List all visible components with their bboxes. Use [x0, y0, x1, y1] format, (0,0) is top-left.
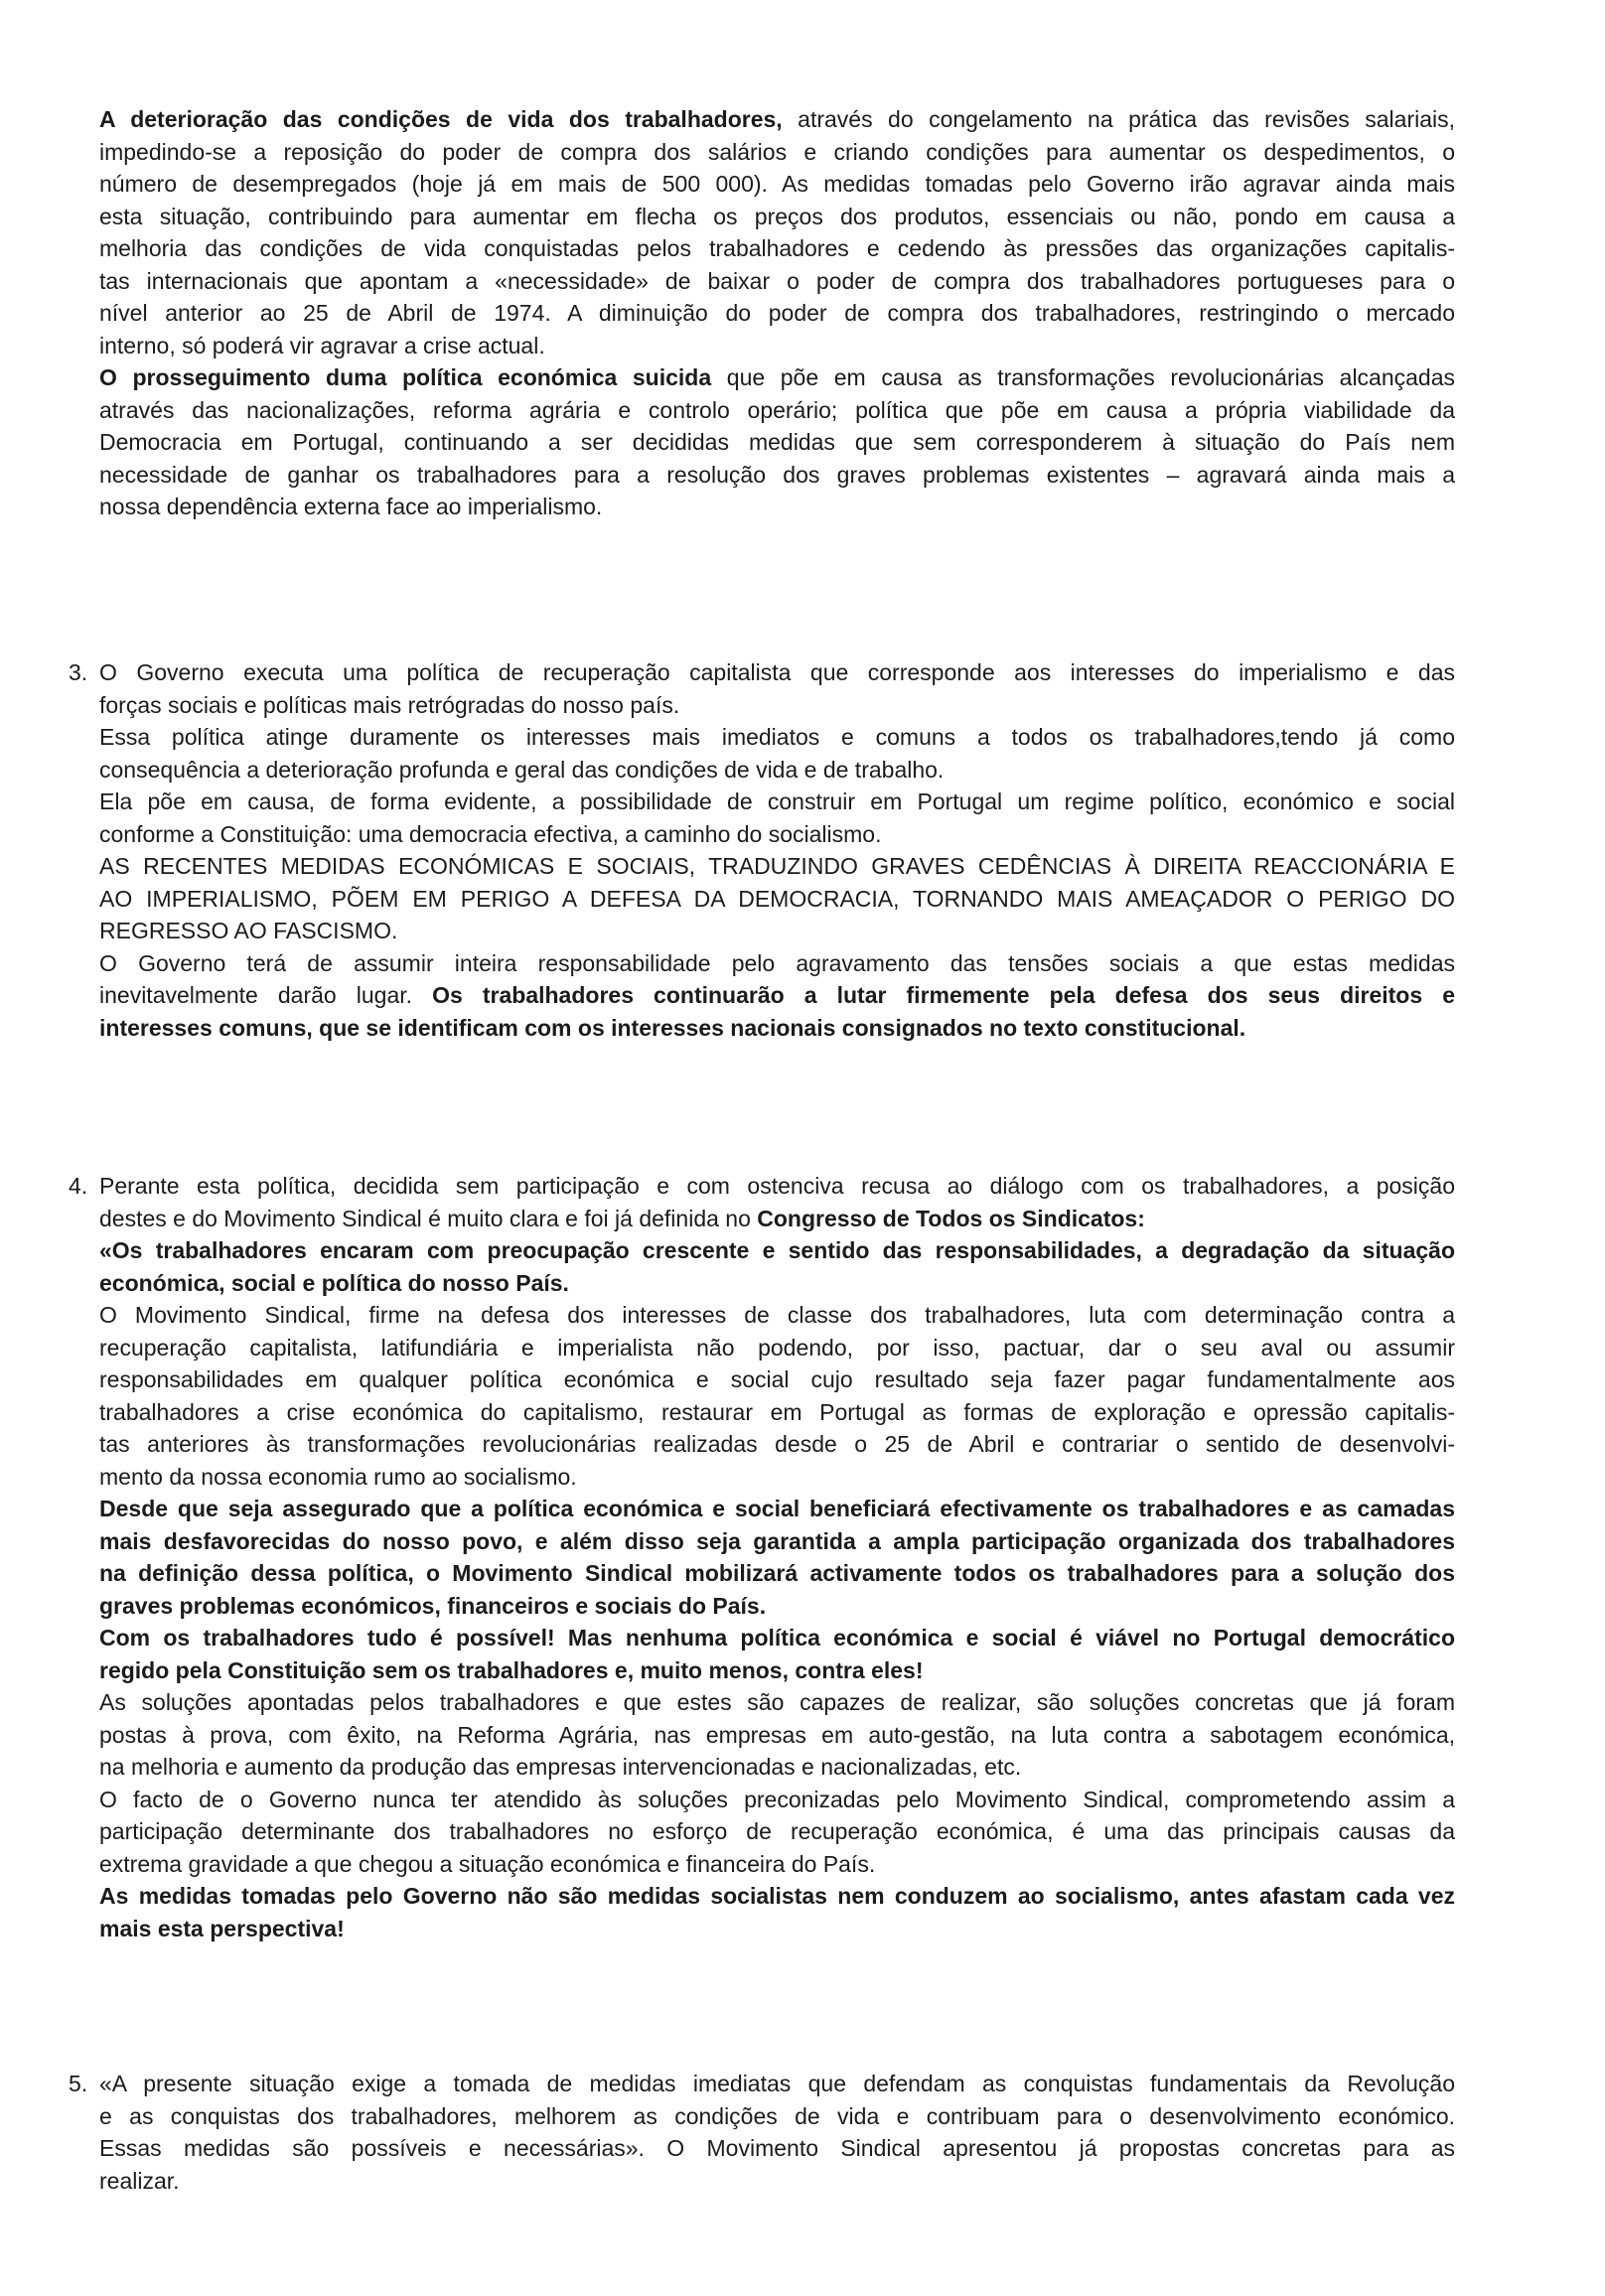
- section-number: 4.: [69, 1173, 88, 1199]
- bold-text-segment: graves problemas económicos, financeiros e sociais do País.: [99, 1592, 767, 1619]
- text-line: [99, 689, 1455, 722]
- text-line: [99, 168, 1455, 201]
- text-line: [99, 850, 1455, 883]
- text-segment: Essa política atinge duramente os interesses mais imediatos e comuns a todos os trabalhadores,tendo já como: [99, 724, 1455, 750]
- text-line: [99, 1880, 1455, 1913]
- text-line: [99, 2165, 1455, 2198]
- text-line: [99, 1461, 1455, 1494]
- text-line: [99, 1557, 1455, 1590]
- text-segment: através das nacionalizações, reforma agrária e controlo operário; política que põe em causa a própria viabilidade da: [99, 396, 1455, 423]
- bold-text-segment: O prosseguimento duma política económica suicida: [99, 364, 712, 390]
- section-4-union-position: [69, 1170, 1455, 1944]
- text-line: [99, 1848, 1455, 1881]
- text-segment: nível anterior ao 25 de Abril de 1974. A diminuição do poder de compra dos trabalhadores, restringindo o mercado: [99, 300, 1455, 326]
- text-segment: O Movimento Sindical, firme na defesa dos interesses de classe dos trabalhadores, luta com determinação contra a: [99, 1302, 1455, 1328]
- bold-text-segment: mais desfavorecidas do nosso povo, e além disso seja garantida a ampla participação organizada dos trabalhadores: [99, 1527, 1455, 1554]
- text-line: [99, 947, 1455, 980]
- text-segment: necessidade de ganhar os trabalhadores para a resolução dos graves problemas existentes – agravará ainda mais a: [99, 461, 1455, 488]
- text-segment: destes e do Movimento Sindical é muito clara e foi já definida no: [99, 1205, 758, 1231]
- text-line: [99, 136, 1455, 169]
- bold-text-segment: Os trabalhadores continuarão a lutar firmemente pela defesa dos seus direitos e: [432, 982, 1456, 1008]
- text-segment: tas anteriores às transformações revolucionárias realizadas desde o 25 de Abril e contrariar o sentido de desenvolvi-: [99, 1431, 1455, 1457]
- text-line: [99, 265, 1455, 298]
- bold-text-segment: na definição dessa política, o Movimento Sindical mobilizará activamente todos os trabalhadores para a solução dos: [99, 1560, 1455, 1586]
- text-segment: e as conquistas dos trabalhadores, melhorem as condições de vida e contribuam para o desenvolvimento económico.: [99, 2102, 1455, 2129]
- text-line: [99, 1428, 1455, 1461]
- text-line: [99, 979, 1455, 1012]
- text-line: [99, 1590, 1455, 1623]
- section-body: [99, 103, 1455, 523]
- text-segment: através do congelamento na prática das revisões salariais,: [782, 106, 1456, 132]
- bold-text-segment: A deterioração das condições de vida dos trabalhadores,: [99, 106, 783, 132]
- text-segment: interno, só poderá vir agravar a crise actual.: [99, 332, 545, 359]
- text-segment: trabalhadores a crise económica do capitalismo, restaurar em Portugal as formas de exploração e opressão capitalis-: [99, 1398, 1455, 1425]
- text-segment: forças sociais e políticas mais retrógradas do nosso país.: [99, 691, 680, 718]
- text-line: [99, 883, 1455, 916]
- text-segment: participação determinante dos trabalhadores no esforço de recuperação económica, é uma das principais causas da: [99, 1818, 1455, 1844]
- text-segment: recuperação capitalista, latifundiária e imperialista não podendo, por isso, pactuar, dar o seu aval ou assumir: [99, 1334, 1455, 1361]
- text-line: [99, 818, 1455, 851]
- text-line: [99, 1719, 1455, 1752]
- text-line: [99, 361, 1455, 394]
- text-line: [99, 1299, 1455, 1332]
- text-line: [99, 915, 1455, 947]
- text-segment: «A presente situação exige a tomada de medidas imediatas que defendam as conquistas fundamentais da Revolução: [99, 2071, 1455, 2096]
- text-line: [99, 656, 1455, 689]
- text-segment: tas internacionais que apontam a «necessidade» de baixar o poder de compra dos trabalhadores portugueses para o: [99, 267, 1455, 294]
- text-segment: As soluções apontadas pelos trabalhadores e que estes são capazes de realizar, são soluções concretas que já foram: [99, 1689, 1455, 1715]
- text-line: [99, 2068, 1455, 2100]
- text-line: [99, 2100, 1455, 2133]
- text-segment: que põe em causa as transformações revolucionárias alcançadas: [711, 364, 1456, 390]
- text-segment: Ela põe em causa, de forma evidente, a possibilidade de construir em Portugal um regime político, económico e social: [99, 789, 1455, 814]
- text-segment: na melhoria e aumento da produção das empresas intervencionadas e nacionalizadas, etc.: [99, 1754, 1022, 1780]
- text-segment: esta situação, contribuindo para aumentar em flecha os preços dos produtos, essenciais ou não, pondo em causa a: [99, 203, 1455, 229]
- text-segment: responsabilidades em qualquer política económica e social cujo resultado seja fazer pagar fundamentalmente aos: [99, 1366, 1455, 1392]
- text-line: [99, 1267, 1455, 1300]
- text-line: [99, 201, 1455, 233]
- text-segment: mento da nossa economia rumo ao socialismo.: [99, 1463, 577, 1490]
- text-line: [99, 1815, 1455, 1848]
- text-line: [99, 394, 1455, 427]
- text-segment: melhoria das condições de vida conquistadas pelos trabalhadores e cedendo às pressões das organizações capitalis-: [99, 235, 1455, 261]
- text-line: [99, 459, 1455, 492]
- text-segment: Essas medidas são possíveis e necessárias». O Movimento Sindical apresentou já propostas concretas para as: [99, 2135, 1455, 2161]
- text-line: [99, 1332, 1455, 1364]
- text-segment: Democracia em Portugal, continuando a ser decididas medidas que sem corresponderem à situação do País nem: [99, 429, 1455, 455]
- bold-text-segment: económica, social e política do nosso País.: [99, 1269, 569, 1296]
- section-body: [99, 1170, 1455, 1944]
- section-number: 3.: [69, 659, 88, 685]
- bold-text-segment: Com os trabalhadores tudo é possível! Mas nenhuma política económica e social é viável no Portugal democrático: [99, 1625, 1455, 1650]
- text-line: [99, 1525, 1455, 1558]
- section-5-immediate-measures: [69, 2068, 1455, 2197]
- section-living-conditions: [99, 103, 1455, 523]
- text-line: [99, 232, 1455, 265]
- text-line: [99, 1622, 1455, 1654]
- text-segment: O facto de o Governo nunca ter atendido às soluções preconizadas pelo Movimento Sindical, comprometendo assim a: [99, 1786, 1455, 1812]
- text-line: [99, 1751, 1455, 1784]
- text-segment: inevitavelmente darão lugar.: [99, 982, 433, 1008]
- text-line: [99, 1012, 1455, 1045]
- text-line: [99, 1686, 1455, 1719]
- text-line: [99, 786, 1455, 818]
- text-line: [99, 297, 1455, 330]
- bold-text-segment: «Os trabalhadores encaram com preocupação crescente e sentido das responsabilidades, a degradação da situação: [99, 1237, 1455, 1263]
- text-line: [99, 1784, 1455, 1816]
- section-body: [99, 656, 1455, 1044]
- text-segment: consequência a deterioração profunda e geral das condições de vida e de trabalho.: [99, 756, 945, 783]
- text-segment: Perante esta política, decidida sem participação e com ostenciva recusa ao diálogo com os trabalhadores, a posição: [99, 1173, 1455, 1199]
- bold-text-segment: As medidas tomadas pelo Governo não são medidas socialistas nem conduzem ao socialismo, antes afastam cada vez: [99, 1883, 1455, 1909]
- text-line: [99, 103, 1455, 136]
- text-segment: número de desempregados (hoje já em mais de 500 000). As medidas tomadas pelo Governo irão agravar ainda mais: [99, 171, 1455, 197]
- text-segment: O Governo executa uma política de recuperação capitalista que corresponde aos interesses do imperialismo e das: [99, 659, 1455, 685]
- text-segment: O Governo terá de assumir inteira responsabilidade pelo agravamento das tensões sociais a que estas medidas: [99, 949, 1455, 976]
- text-segment: impedindo-se a reposição do poder de compra dos salários e criando condições para aumentar os despedimentos, o: [99, 138, 1455, 165]
- text-line: [99, 1363, 1455, 1396]
- text-segment: realizar.: [99, 2167, 180, 2194]
- section-body: [99, 2068, 1455, 2197]
- text-line: [99, 1234, 1455, 1267]
- text-segment: nossa dependência externa face ao imperialismo.: [99, 494, 603, 519]
- text-segment: postas à prova, com êxito, na Reforma Agrária, nas empresas em auto-gestão, na luta contra a sabotagem económica,: [99, 1721, 1455, 1748]
- text-segment: extrema gravidade a que chegou a situação económica e financeira do País.: [99, 1850, 876, 1877]
- text-line: [99, 1203, 1455, 1235]
- bold-text-segment: mais esta perspectiva!: [99, 1915, 345, 1941]
- text-segment: AO IMPERIALISMO, PÕEM EM PERIGO A DEFESA DA DEMOCRACIA, TORNANDO MAIS AMEAÇADOR O PERIGO DO: [99, 885, 1455, 912]
- bold-text-segment: Congresso de Todos os Sindicatos:: [757, 1205, 1145, 1231]
- text-line: [99, 1654, 1455, 1687]
- text-segment: conforme a Constituição: uma democracia efectiva, a caminho do socialismo.: [99, 820, 882, 847]
- bold-text-segment: Desde que seja assegurado que a política económica e social beneficiará efectivamente os trabalhadores e as camadas: [99, 1496, 1455, 1521]
- text-line: [99, 1493, 1455, 1525]
- text-line: [99, 330, 1455, 362]
- text-line: [99, 2132, 1455, 2165]
- bold-text-segment: interesses comuns, que se identificam com os interesses nacionais consignados no texto constitucional.: [99, 1014, 1246, 1041]
- text-segment: REGRESSO AO FASCISMO.: [99, 918, 398, 943]
- text-line: [99, 754, 1455, 787]
- bold-text-segment: regido pela Constituição sem os trabalhadores e, muito menos, contra eles!: [99, 1656, 924, 1683]
- text-segment: AS RECENTES MEDIDAS ECONÓMICAS E SOCIAIS, TRADUZINDO GRAVES CEDÊNCIAS À DIREITA REACCIONÁRIA E: [99, 853, 1455, 879]
- section-number: 5.: [69, 2071, 88, 2096]
- text-line: [99, 1170, 1455, 1203]
- text-line: [99, 426, 1455, 459]
- text-line: [99, 721, 1455, 754]
- section-3-capitalist-recovery: [69, 656, 1456, 1044]
- text-line: [99, 491, 1455, 523]
- text-line: [99, 1396, 1455, 1429]
- text-line: [99, 1913, 1455, 1945]
